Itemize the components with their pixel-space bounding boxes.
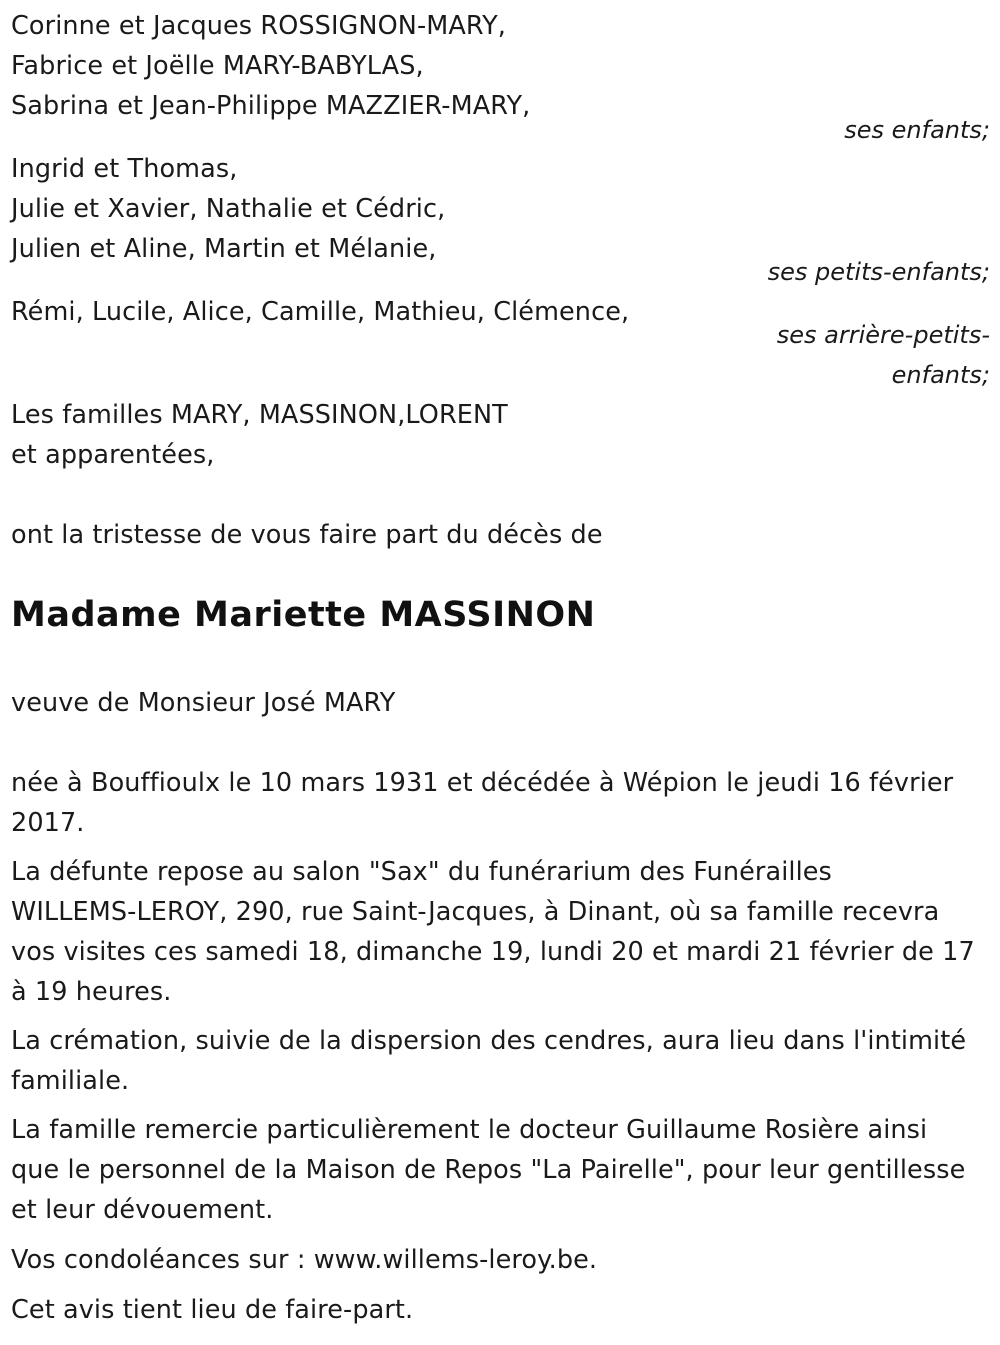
- notice: Cet avis tient lieu de faire-part.: [11, 1295, 414, 1325]
- great-grandchildren-role-1: ses arrière-petits-: [776, 321, 990, 349]
- grandchildren-line-3: Julien et Aline, Martin et Mélanie,: [11, 234, 437, 264]
- deceased-name: Madame Mariette MASSINON: [11, 595, 596, 635]
- visitation-line-2: WILLEMS-LEROY, 290, rue Saint-Jacques, à Dinant, où sa famille recevra: [11, 897, 940, 927]
- thanks-line-3: et leur dévouement.: [11, 1195, 274, 1225]
- grandchildren-role: ses petits-enfants;: [767, 258, 990, 286]
- children-role: ses enfants;: [844, 116, 990, 144]
- cremation-line-1: La crémation, suivie de la dispersion des cendres, aura lieu dans l'intimité: [11, 1026, 967, 1056]
- children-line-3: Sabrina et Jean-Philippe MAZZIER-MARY,: [11, 91, 531, 121]
- children-line-1: Corinne et Jacques ROSSIGNON-MARY,: [11, 11, 506, 41]
- thanks-line-1: La famille remercie particulièrement le docteur Guillaume Rosière ainsi: [11, 1115, 928, 1145]
- condolences: Vos condoléances sur : www.willems-leroy.be.: [11, 1245, 598, 1275]
- birth-death-line-1: née à Bouffioulx le 10 mars 1931 et décédée à Wépion le jeudi 16 février: [11, 768, 954, 798]
- families-line-1: Les familles MARY, MASSINON,LORENT: [11, 400, 508, 430]
- great-grandchildren-role-2: enfants;: [891, 361, 990, 389]
- widow-of: veuve de Monsieur José MARY: [11, 688, 396, 718]
- families-line-2: et apparentées,: [11, 440, 215, 470]
- grandchildren-line-2: Julie et Xavier, Nathalie et Cédric,: [11, 194, 446, 224]
- visitation-line-3: vos visites ces samedi 18, dimanche 19, lundi 20 et mardi 21 février de 17: [11, 937, 975, 967]
- visitation-line-1: La défunte repose au salon "Sax" du funérarium des Funérailles: [11, 857, 832, 887]
- great-grandchildren-line-1: Rémi, Lucile, Alice, Camille, Mathieu, Clémence,: [11, 297, 630, 327]
- visitation-line-4: à 19 heures.: [11, 977, 172, 1007]
- children-line-2: Fabrice et Joëlle MARY-BABYLAS,: [11, 51, 424, 81]
- announcement: ont la tristesse de vous faire part du décès de: [11, 520, 603, 550]
- grandchildren-line-1: Ingrid et Thomas,: [11, 154, 238, 184]
- cremation-line-2: familiale.: [11, 1066, 130, 1096]
- birth-death-line-2: 2017.: [11, 808, 85, 838]
- thanks-line-2: que le personnel de la Maison de Repos "La Pairelle", pour leur gentillesse: [11, 1155, 966, 1185]
